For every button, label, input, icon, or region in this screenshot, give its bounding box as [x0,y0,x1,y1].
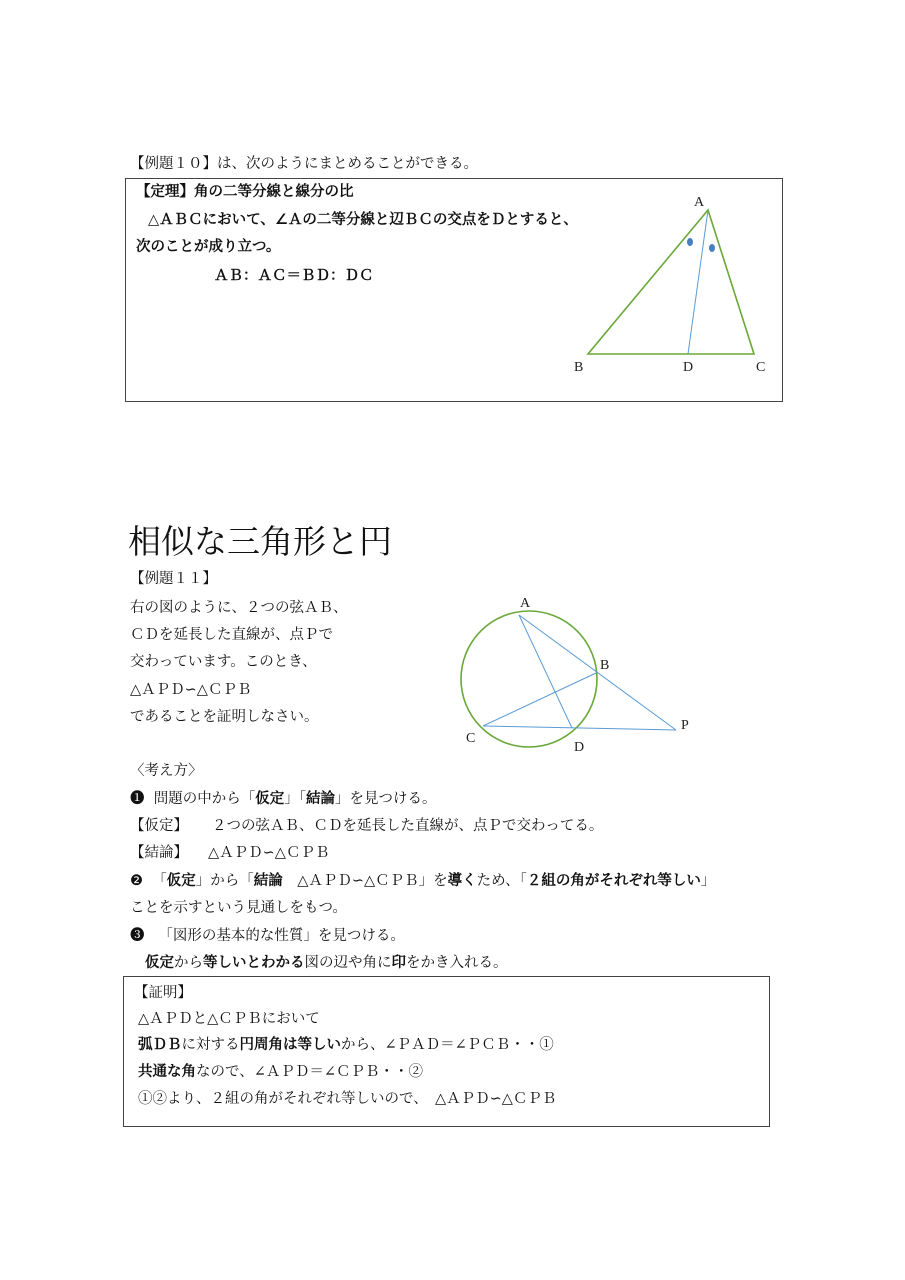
label-a: A [520,596,531,611]
label-a: A [694,195,705,210]
text: ため、「 [476,873,527,889]
conclusion-text: △ＡＰＤ∽△ＣＰＢ [208,845,330,861]
conclusion-label: 【結論】 [130,845,188,861]
step-number: ❸ [130,928,145,944]
assumption [130,817,603,835]
text: 「図形の基本的な性質」を見つける。 [158,928,405,944]
proof-line3 [138,1063,423,1081]
line-cp [483,726,676,730]
approach-step3 [130,927,405,945]
label-b: B [574,360,584,375]
emphasis: ２組の角がそれぞれ等しい [526,873,701,889]
emphasis: 円周角は等しい [239,1037,341,1053]
step-number: ❶ [130,791,145,807]
text: 問題の中から「 [153,791,256,807]
text: △ＡＰＤ∽△ＣＰＢ」を [282,873,448,889]
triangle-figure [574,195,765,375]
conclusion [130,844,329,862]
text: 図の辺や角に [304,955,392,971]
label-d: D [574,740,585,755]
example11-line: 右の図のように、２つの弦ＡＢ、 [130,600,348,616]
emphasis: 等しいとわかる [203,955,305,971]
label-c: C [756,360,766,375]
label-d: D [683,360,694,375]
approach-step3-cont [145,954,508,972]
label-b: B [600,658,610,673]
assumption-text: ２つの弦ＡＢ、ＣＤを延長した直線が、点Ｐで交わってる。 [212,818,604,834]
circle-figure [461,596,689,755]
emphasis: 弧ＤＢ [138,1037,182,1053]
step-number: ❷ [130,873,143,889]
line-cb [483,673,596,726]
theorem-title: 【定理】角の二等分線と線分の比 [136,184,354,200]
proof-heading: 【証明】 [134,985,192,1001]
text: 」 [700,873,716,889]
text: に対する [181,1037,240,1053]
example11-line: であることを証明しなさい。 [130,709,319,725]
text: をかき入れる。 [406,955,508,971]
emphasis: 仮定 [145,955,174,971]
example11-line: 交わっています。このとき、 [130,654,317,670]
line-ap [519,615,676,730]
example11-line: ＣＤを延長した直線が、点Ｐで [130,627,333,643]
emphasis: 仮定 [255,791,285,807]
text: から、∠ＰＡＤ＝∠ＰＣＢ・・① [341,1037,554,1053]
proof-line1: △ＡＰＤと△ＣＰＢにおいて [138,1011,320,1027]
approach-step1 [130,790,436,808]
emphasis: 導く [447,873,477,889]
emphasis: 共通な角 [138,1064,196,1080]
text: から [174,955,203,971]
theorem-line2: 次のことが成り立つ。 [136,239,281,255]
text: 」を見つける。 [334,791,437,807]
section-title: 相似な三角形と円 [128,522,392,561]
theorem-line1: △ＡＢＣにおいて、∠Ａの二等分線と辺ＢＣの交点をＤとすると、 [148,212,578,228]
angle-mark-2 [709,244,715,252]
text: なので、∠ＡＰＤ＝∠ＣＰＢ・・② [196,1064,424,1080]
text: 「 [152,873,167,889]
emphasis: 結論 [253,873,283,889]
approach-step2 [130,872,715,890]
emphasis: 仮定 [166,873,196,889]
intro-text: 【例題１０】は、次のようにまとめることができる。 [130,156,478,172]
angle-mark-1 [687,238,693,246]
theorem-formula: ＡＢ：ＡＣ＝ＢＤ：ＤＣ [214,268,374,284]
proof-line2 [138,1036,554,1054]
example11-line: △ＡＰＤ∽△ＣＰＢ [130,682,252,698]
text: 」から「 [195,873,254,889]
triangle-abc [588,210,754,354]
text: 」「 [284,791,306,807]
emphasis: 結論 [305,791,335,807]
example11-label: 【例題１１】 [130,571,217,587]
approach-step2-cont: ことを示すという見通しをもつ。 [130,900,347,916]
label-c: C [466,731,476,746]
emphasis: 印 [391,955,406,971]
proof-line4: ①②より、２組の角がそれぞれ等しいので、 △ＡＰＤ∽△ＣＰＢ [138,1091,557,1107]
line-ad [519,615,572,728]
label-p: P [681,718,689,733]
assumption-label: 【仮定】 [130,818,188,834]
approach-heading: 〈考え方〉 [130,763,203,779]
